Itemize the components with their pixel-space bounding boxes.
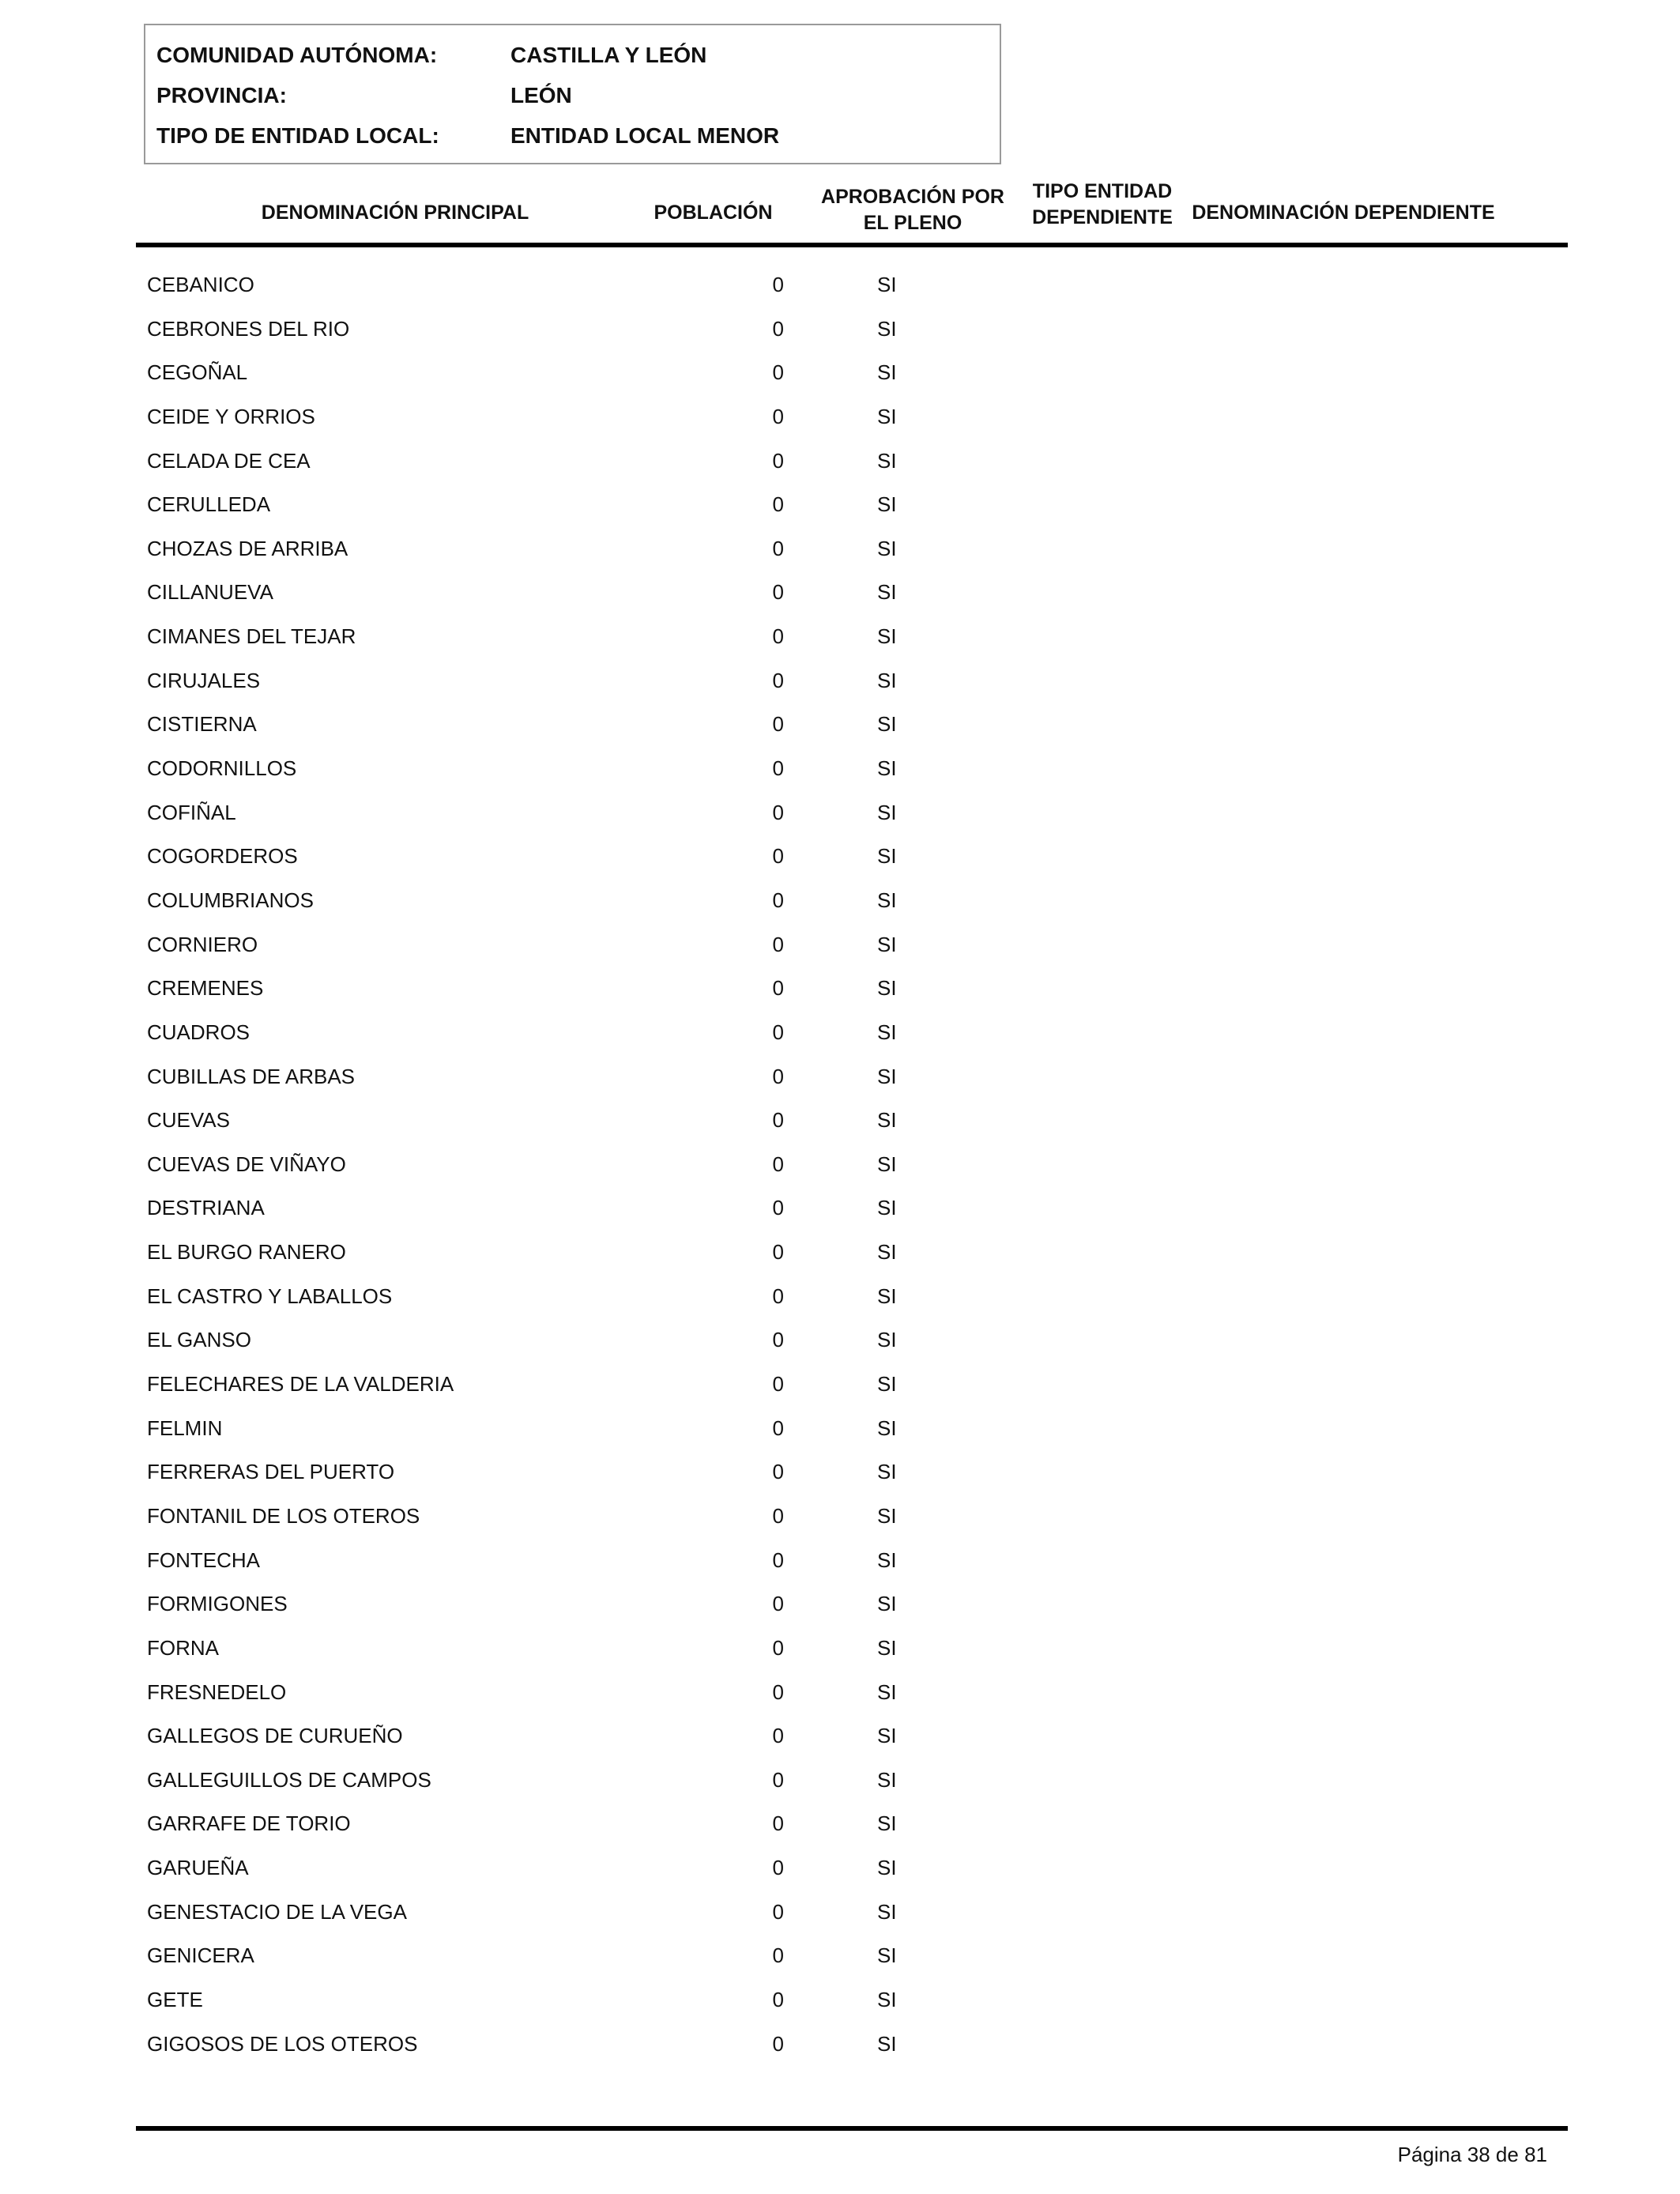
table-row [0, 754, 1680, 798]
table-row [0, 1106, 1680, 1150]
row-poblacion: 0 [772, 1724, 784, 1748]
table-row [0, 315, 1680, 359]
table-row [0, 1062, 1680, 1106]
comunidad-value: CASTILLA Y LEÓN [510, 43, 707, 67]
row-aprobacion: SI [877, 1152, 897, 1176]
provincia-label: PROVINCIA: [156, 83, 287, 107]
row-name: CEIDE Y ORRIOS [147, 404, 315, 428]
table-row [0, 666, 1680, 711]
comunidad-label: COMUNIDAD AUTÓNOMA: [156, 43, 438, 67]
row-aprobacion: SI [877, 1547, 897, 1572]
table-row [0, 1766, 1680, 1810]
row-aprobacion: SI [877, 580, 897, 605]
row-name: CILLANUEVA [147, 580, 273, 605]
table-row [0, 1809, 1680, 1853]
row-aprobacion: SI [877, 976, 897, 1001]
table-row [0, 1634, 1680, 1678]
row-poblacion: 0 [772, 1592, 784, 1616]
row-aprobacion: SI [877, 624, 897, 649]
table-row [0, 842, 1680, 886]
row-aprobacion: SI [877, 1020, 897, 1044]
table-row [0, 1853, 1680, 1898]
table-row [0, 270, 1680, 315]
row-name: EL BURGO RANERO [147, 1240, 346, 1265]
row-poblacion: 0 [772, 976, 784, 1001]
row-aprobacion: SI [877, 1240, 897, 1265]
table-row [0, 1150, 1680, 1194]
row-name: FONTANIL DE LOS OTEROS [147, 1503, 420, 1528]
tipo-entidad-line-1: TIPO ENTIDAD [1032, 180, 1173, 202]
row-name: CHOZAS DE ARRIBA [147, 536, 348, 560]
table-row [0, 578, 1680, 622]
row-poblacion: 0 [772, 1328, 784, 1352]
row-name: COGORDEROS [147, 844, 298, 869]
tipo-entidad-line-2: DEPENDIENTE [1032, 206, 1173, 228]
row-poblacion: 0 [772, 360, 784, 385]
row-name: CUEVAS DE VIÑAYO [147, 1152, 346, 1176]
column-header-denominacion-principal: DENOMINACIÓN PRINCIPAL [261, 202, 529, 224]
row-aprobacion: SI [877, 360, 897, 385]
row-name: CIRUJALES [147, 668, 261, 692]
header-rule [136, 243, 1568, 247]
row-name: EL CASTRO Y LABALLOS [147, 1284, 393, 1308]
row-poblacion: 0 [772, 1196, 784, 1220]
row-aprobacion: SI [877, 536, 897, 560]
table-row [0, 1193, 1680, 1238]
row-aprobacion: SI [877, 1679, 897, 1704]
row-poblacion: 0 [772, 404, 784, 428]
row-aprobacion: SI [877, 1416, 897, 1440]
row-name: CERULLEDA [147, 492, 271, 517]
row-name: FRESNEDELO [147, 1679, 287, 1704]
row-poblacion: 0 [772, 492, 784, 517]
table-row [0, 1546, 1680, 1590]
column-header-tipo-entidad [1011, 179, 1193, 231]
row-poblacion: 0 [772, 1767, 784, 1792]
row-name: CEGOÑAL [147, 360, 248, 385]
row-aprobacion: SI [877, 1592, 897, 1616]
row-name: FELECHARES DE LA VALDERIA [147, 1372, 454, 1397]
tipo-value: ENTIDAD LOCAL MENOR [510, 123, 780, 148]
row-poblacion: 0 [772, 1284, 784, 1308]
row-name: FORNA [147, 1635, 219, 1660]
table-row [0, 1414, 1680, 1458]
row-name: CEBRONES DEL RIO [147, 316, 350, 341]
row-poblacion: 0 [772, 2031, 784, 2056]
row-poblacion: 0 [772, 932, 784, 956]
row-name: GETE [147, 1987, 203, 2011]
table-row [0, 798, 1680, 843]
row-aprobacion: SI [877, 1811, 897, 1836]
row-aprobacion: SI [877, 888, 897, 912]
row-name: GIGOSOS DE LOS OTEROS [147, 2031, 418, 2056]
row-aprobacion: SI [877, 1284, 897, 1308]
provincia-value: LEÓN [510, 83, 572, 107]
row-poblacion: 0 [772, 1899, 784, 1924]
row-aprobacion: SI [877, 1372, 897, 1397]
page-number: Página 38 de 81 [1397, 2143, 1547, 2166]
column-header-aprobacion [814, 184, 1011, 236]
table-row [0, 447, 1680, 491]
row-poblacion: 0 [772, 448, 784, 473]
row-name: DESTRIANA [147, 1196, 265, 1220]
table-row [0, 2030, 1680, 2074]
row-poblacion: 0 [772, 1064, 784, 1088]
table-row [0, 1370, 1680, 1414]
column-header-denominacion-dependiente: DENOMINACIÓN DEPENDIENTE [1192, 202, 1495, 224]
table-row [0, 1238, 1680, 1282]
row-poblacion: 0 [772, 800, 784, 824]
row-poblacion: 0 [772, 1460, 784, 1484]
row-poblacion: 0 [772, 1108, 784, 1133]
row-aprobacion: SI [877, 316, 897, 341]
row-poblacion: 0 [772, 624, 784, 649]
row-poblacion: 0 [772, 1240, 784, 1265]
row-name: GALLEGOS DE CURUEÑO [147, 1724, 403, 1748]
table-row [0, 534, 1680, 579]
row-aprobacion: SI [877, 800, 897, 824]
row-aprobacion: SI [877, 273, 897, 296]
row-poblacion: 0 [772, 1416, 784, 1440]
table-row [0, 710, 1680, 754]
aprobacion-line-1: APROBACIÓN POR [821, 186, 1004, 208]
row-name: GENESTACIO DE LA VEGA [147, 1899, 407, 1924]
table-row [0, 622, 1680, 666]
row-poblacion: 0 [772, 844, 784, 869]
row-name: FELMIN [147, 1416, 223, 1440]
row-poblacion: 0 [772, 668, 784, 692]
row-name: CEBANICO [147, 273, 254, 296]
row-poblacion: 0 [772, 712, 784, 737]
table-row [0, 1721, 1680, 1766]
footer-rule [136, 2126, 1568, 2131]
tipo-label: TIPO DE ENTIDAD LOCAL: [156, 123, 439, 148]
table-row [0, 1457, 1680, 1502]
row-name: COLUMBRIANOS [147, 888, 314, 912]
row-name: CISTIERNA [147, 712, 257, 737]
table-row [0, 1589, 1680, 1634]
row-aprobacion: SI [877, 1856, 897, 1880]
table-row [0, 1941, 1680, 1985]
table-row [0, 1502, 1680, 1546]
row-poblacion: 0 [772, 1635, 784, 1660]
row-aprobacion: SI [877, 492, 897, 517]
row-poblacion: 0 [772, 1372, 784, 1397]
row-aprobacion: SI [877, 1635, 897, 1660]
row-poblacion: 0 [772, 1547, 784, 1572]
row-aprobacion: SI [877, 404, 897, 428]
table-row [0, 1985, 1680, 2030]
row-aprobacion: SI [877, 712, 897, 737]
row-poblacion: 0 [772, 1987, 784, 2011]
table-row [0, 1898, 1680, 1942]
row-aprobacion: SI [877, 1943, 897, 1968]
row-poblacion: 0 [772, 1811, 784, 1836]
row-aprobacion: SI [877, 1899, 897, 1924]
row-aprobacion: SI [877, 1328, 897, 1352]
row-poblacion: 0 [772, 756, 784, 781]
column-header-poblacion: POBLACIÓN [654, 202, 773, 224]
table-row [0, 1325, 1680, 1370]
row-aprobacion: SI [877, 844, 897, 869]
row-aprobacion: SI [877, 1460, 897, 1484]
table-row [0, 490, 1680, 534]
row-name: CELADA DE CEA [147, 448, 311, 473]
aprobacion-line-2: EL PLENO [863, 212, 962, 234]
table-row [0, 358, 1680, 402]
row-poblacion: 0 [772, 536, 784, 560]
row-poblacion: 0 [772, 1856, 784, 1880]
row-name: FERRERAS DEL PUERTO [147, 1460, 395, 1484]
row-aprobacion: SI [877, 756, 897, 781]
table-row [0, 1018, 1680, 1062]
row-name: CORNIERO [147, 932, 258, 956]
row-poblacion: 0 [772, 1943, 784, 1968]
row-poblacion: 0 [772, 1679, 784, 1704]
info-box [144, 24, 1001, 164]
row-poblacion: 0 [772, 1503, 784, 1528]
table-row [0, 974, 1680, 1018]
row-aprobacion: SI [877, 1196, 897, 1220]
row-aprobacion: SI [877, 448, 897, 473]
row-aprobacion: SI [877, 668, 897, 692]
table-row [0, 1282, 1680, 1326]
row-name: GENICERA [147, 1943, 254, 1968]
row-aprobacion: SI [877, 1767, 897, 1792]
row-name: CODORNILLOS [147, 756, 297, 781]
row-name: CUEVAS [147, 1108, 230, 1133]
row-name: GARRAFE DE TORIO [147, 1811, 351, 1836]
row-aprobacion: SI [877, 1724, 897, 1748]
table-row [0, 886, 1680, 930]
row-aprobacion: SI [877, 1987, 897, 2011]
row-poblacion: 0 [772, 1020, 784, 1044]
row-poblacion: 0 [772, 580, 784, 605]
table-row [0, 1678, 1680, 1722]
row-name: FORMIGONES [147, 1592, 288, 1616]
row-name: CIMANES DEL TEJAR [147, 624, 356, 649]
row-name: COFIÑAL [147, 800, 236, 824]
row-name: GARUEÑA [147, 1856, 249, 1880]
row-aprobacion: SI [877, 1503, 897, 1528]
row-aprobacion: SI [877, 932, 897, 956]
table-row [0, 402, 1680, 447]
row-name: GALLEGUILLOS DE CAMPOS [147, 1767, 431, 1792]
table-row [0, 930, 1680, 974]
row-name: CUADROS [147, 1020, 250, 1044]
row-poblacion: 0 [772, 273, 784, 296]
row-name: FONTECHA [147, 1547, 260, 1572]
row-aprobacion: SI [877, 2031, 897, 2056]
row-poblacion: 0 [772, 1152, 784, 1176]
row-aprobacion: SI [877, 1108, 897, 1133]
row-poblacion: 0 [772, 888, 784, 912]
row-aprobacion: SI [877, 1064, 897, 1088]
row-name: CUBILLAS DE ARBAS [147, 1064, 355, 1088]
row-name: CREMENES [147, 976, 264, 1001]
row-name: EL GANSO [147, 1328, 251, 1352]
row-poblacion: 0 [772, 316, 784, 341]
table-body [0, 270, 1680, 2073]
